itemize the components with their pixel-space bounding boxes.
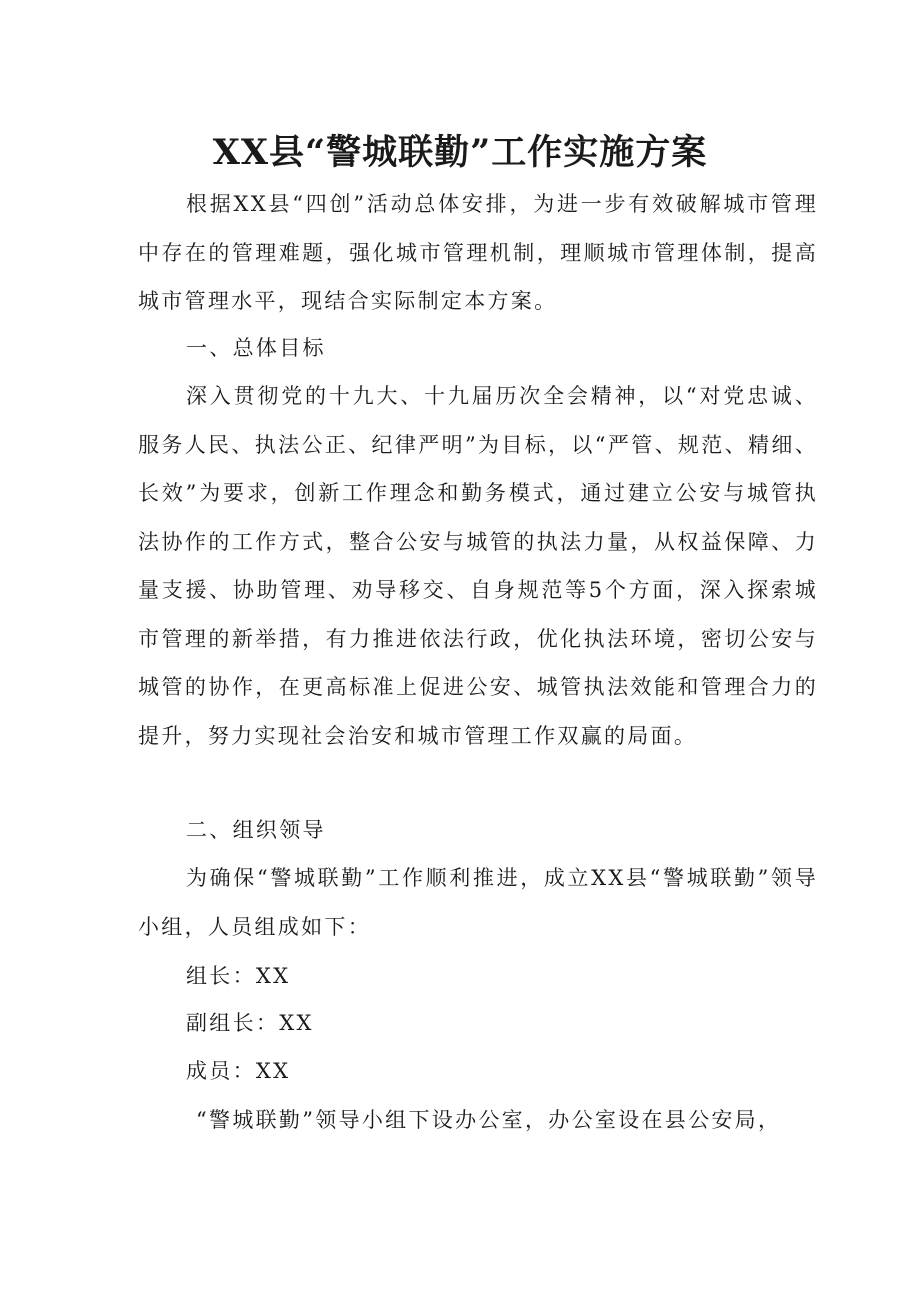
- office-paragraph: “警城联勤”领导小组下设办公室，办公室设在县公安局，: [196, 1108, 782, 1132]
- members-line: 成员：XX: [186, 1059, 291, 1083]
- leader-line: 组长：XX: [186, 964, 291, 988]
- section-heading-goals: 一、总体目标: [186, 336, 326, 360]
- section-heading-organization: 二、组织领导: [186, 818, 326, 842]
- organization-paragraph: 为确保“警城联勤”工作顺利推进，成立XX县“警城联勤”领导小组，人员组成如下：: [138, 866, 818, 939]
- deputy-leader-line: 副组长：XX: [186, 1011, 314, 1035]
- goals-paragraph: 深入贯彻党的十九大、十九届历次全会精神，以“对党忠诚、服务人民、执法公正、纪律严明”为目标，以“严管、规范、精细、长效”为要求，创新工作理念和勤务模式，通过建立公安与城管执法协作的工作方式，整合公安与城管的执法力量，从权益保障、力量支援、协助管理、劝导移交、自身规范等5个方面，深入探索城市管理的新举措，有力推进依法行政，优化执法环境，密切公安与城管的协作，在更高标准上促进公安、城管执法效能和管理合力的提升，努力实现社会治安和城市管理工作双赢的局面。: [138, 384, 818, 748]
- intro-paragraph: 根据XX县“四创”活动总体安排，为进一步有效破解城市管理中存在的管理难题，强化城市管理机制，理顺城市管理体制，提高城市管理水平，现结合实际制定本方案。: [138, 192, 818, 313]
- document-title: XX县“警城联勤”工作实施方案: [212, 132, 708, 173]
